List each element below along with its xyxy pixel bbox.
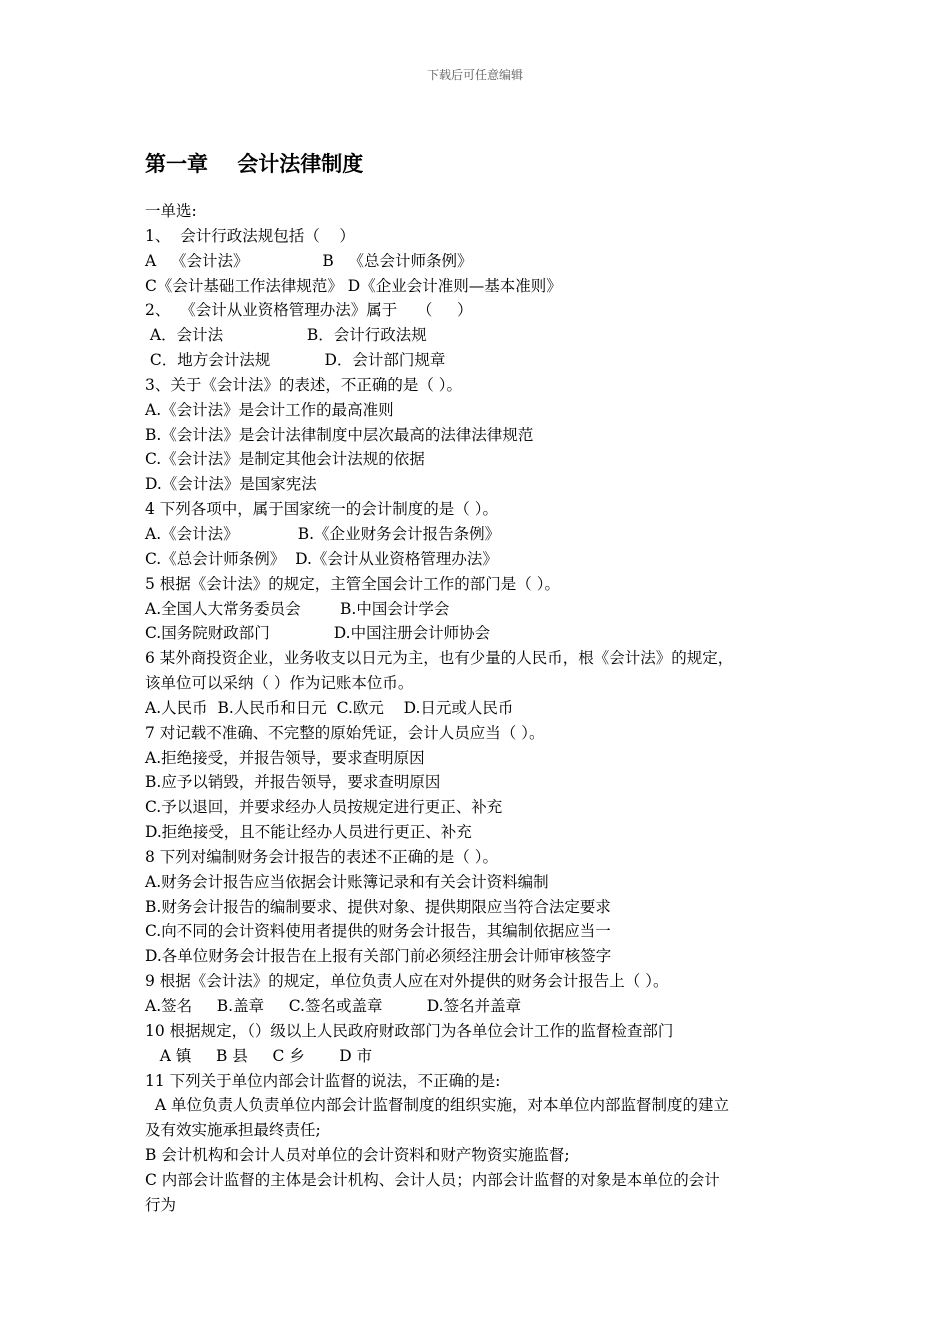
text-line: 5 根据《会计法》的规定，主管全国会计工作的部门是（ ）。 <box>145 574 560 593</box>
text-line: A.财务会计报告应当依据会计账簿记录和有关会计资料编制 <box>145 872 549 891</box>
text-line: D.拒绝接受，且不能让经办人员进行更正、补充 <box>145 823 472 842</box>
text-line: 一单选: <box>145 202 197 220</box>
text-line: A.《会计法》 B.《企业财务会计报告条例》 <box>145 524 501 543</box>
text-line: A.《会计法》是会计工作的最高准则 <box>145 400 394 419</box>
page-header: 下载后可任意编辑 <box>426 68 523 82</box>
text-line: A.全国人大常务委员会 B.中国会计学会 <box>145 599 450 618</box>
text-line: C.《总会计师条例》 D.《会计从业资格管理办法》 <box>145 549 498 568</box>
text-line: C.向不同的会计资料使用者提供的财务会计报告，其编制依据应当一 <box>145 922 611 941</box>
text-line: 1、 会计行政法规包括（ ） <box>145 226 355 245</box>
text-line: A.人民币 B.人民币和日元 C.欧元 D.日元或人民币 <box>145 698 514 717</box>
text-line: 及有效实施承担最终责任; <box>145 1121 321 1140</box>
text-line: C．地方会计法规 D．会计部门规章 <box>145 351 446 370</box>
text-line: A 镇 B 县 C 乡 D 市 <box>145 1046 373 1065</box>
text-line: 9 根据《会计法》的规定，单位负责人应在对外提供的财务会计报告上（ ）。 <box>145 972 669 991</box>
text-line: 3、关于《会计法》的表述，不正确的是（ ）。 <box>145 375 463 394</box>
text-line: C《会计基础工作法律规范》 D《企业会计准则—基本准则》 <box>145 276 562 295</box>
text-line: 11 下列关于单位内部会计监督的说法，不正确的是: <box>145 1071 501 1090</box>
text-line: A．会计法 B．会计行政法规 <box>145 326 427 345</box>
text-line: C 内部会计监督的主体是会计机构、会计人员；内部会计监督的对象是本单位的会计 <box>145 1170 720 1189</box>
text-line: 10 根据规定，（）级以上人民政府财政部门为各单位会计工作的监督检查部门 <box>145 1021 674 1040</box>
text-line: C.国务院财政部门 D.中国注册会计师协会 <box>145 624 491 643</box>
chapter-title: 第一章 会计法律制度 <box>145 152 364 176</box>
text-line: C.予以退回，并要求经办人员按规定进行更正、补充 <box>145 798 503 817</box>
text-line: A.签名 B.盖章 C.签名或盖章 D.签名并盖章 <box>145 997 522 1015</box>
text-line: A 单位负责人负责单位内部会计监督制度的组织实施，对本单位内部监督制度的建立 <box>145 1096 729 1115</box>
text-line: B.《会计法》是会计法律制度中层次最高的法律法律规范 <box>145 425 534 444</box>
text-line: 该单位可以采纳（ ）作为记账本位币。 <box>145 674 414 693</box>
text-line: 8 下列对编制财务会计报告的表述不正确的是（ ）。 <box>145 847 498 866</box>
text-line: B.财务会计报告的编制要求、提供对象、提供期限应当符合法定要求 <box>145 897 611 916</box>
question-list <box>145 199 825 1218</box>
text-line: B 会计机构和会计人员对单位的会计资料和财产物资实施监督; <box>145 1146 570 1165</box>
text-line: B.应予以销毁，并报告领导，要求查明原因 <box>145 773 441 792</box>
text-line: 4 下列各项中，属于国家统一的会计制度的是（ ）。 <box>145 500 498 519</box>
text-line: D.各单位财务会计报告在上报有关部门前必须经注册会计师审核签字 <box>145 947 612 966</box>
text-line: 行为 <box>145 1195 177 1214</box>
text-line: 7 对记载不准确、不完整的原始凭证，会计人员应当（ ）。 <box>145 723 545 742</box>
text-line: 2、 《会计从业资格管理办法》属于 （ ） <box>145 301 473 320</box>
text-line: D.《会计法》是国家宪法 <box>145 475 317 494</box>
text-line: C.《会计法》是制定其他会计法规的依据 <box>145 450 425 469</box>
text-line: A.拒绝接受，并报告领导，要求查明原因 <box>145 748 425 767</box>
text-line: A 《会计法》 B 《总会计师条例》 <box>145 251 473 270</box>
text-line: 6 某外商投资企业，业务收支以日元为主，也有少量的人民币，根《会计法》的规定， <box>145 649 734 668</box>
